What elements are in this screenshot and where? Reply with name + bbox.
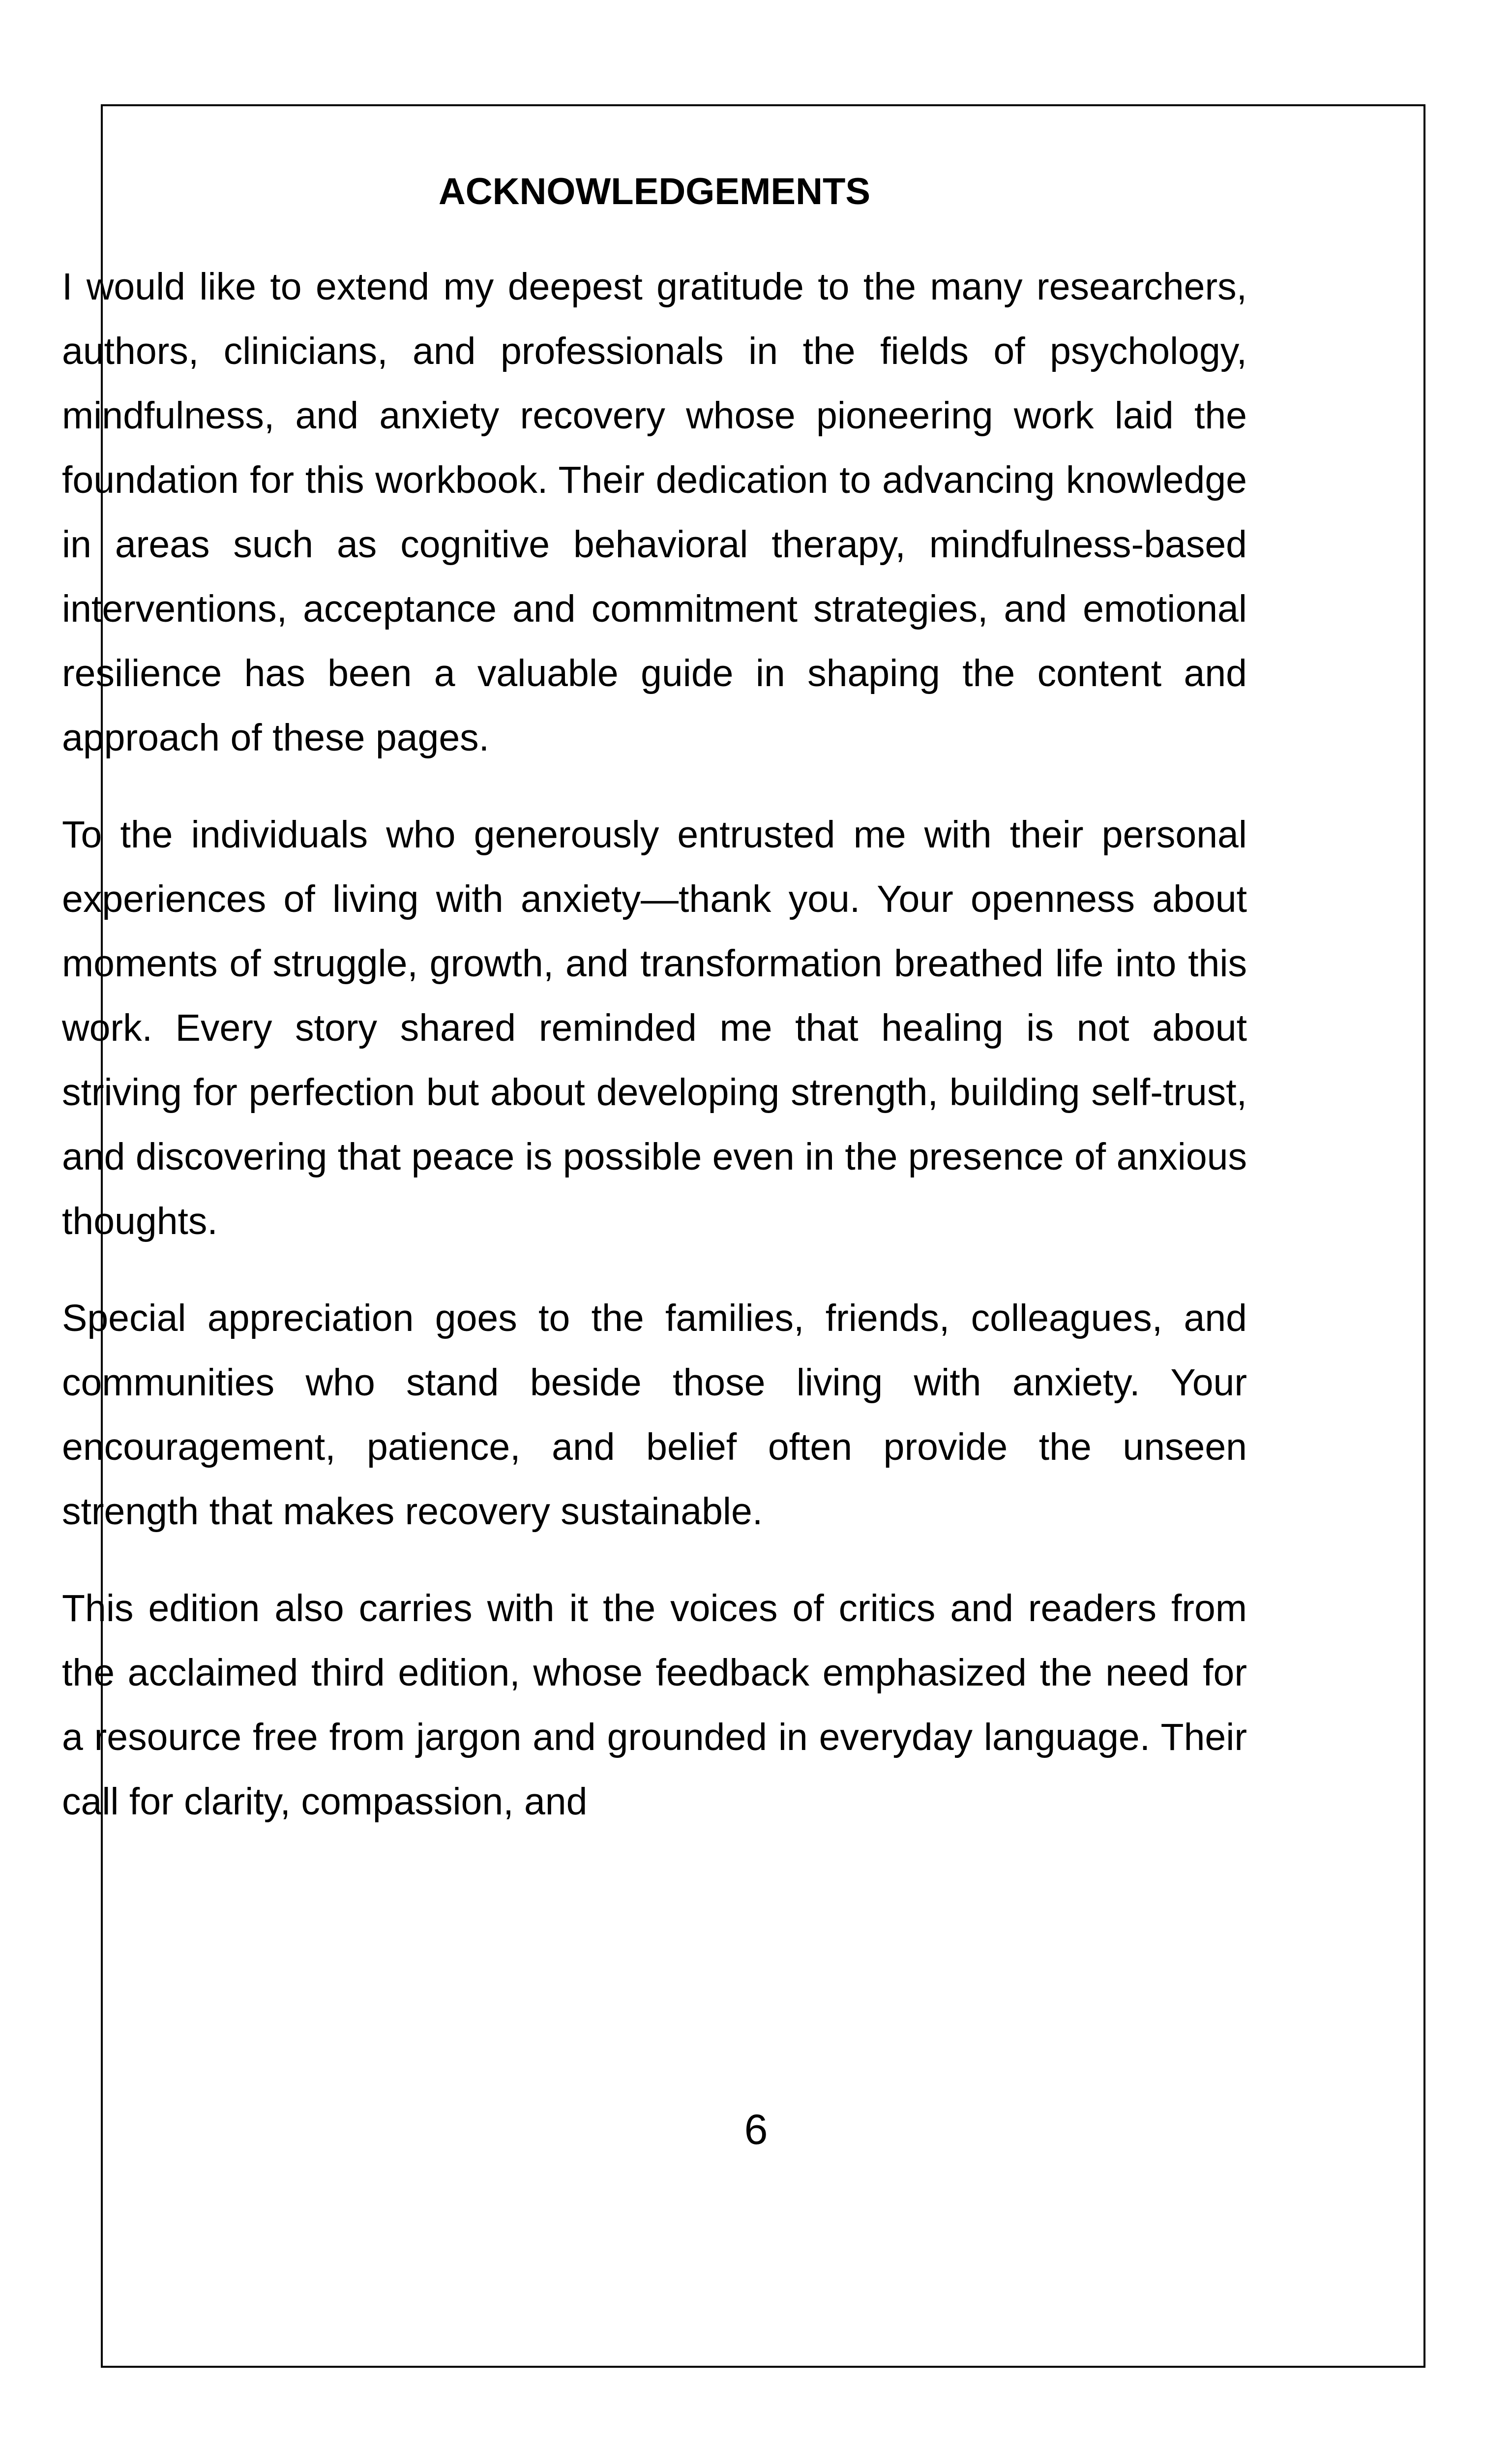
- paragraph-individuals: To the individuals who generously entrusted me with their personal experiences of living with anxiety—thank you. Your openness about moments of struggle, growth, and transformation breathed life into this work. Every story shared reminded me that healing is not about striving for perfection but about developing strength, building self-trust, and discovering that peace is possible even in the presence of anxious thoughts.: [62, 814, 1247, 1242]
- page-title: ACKNOWLEDGEMENTS: [438, 171, 871, 212]
- paragraph-families: Special appreciation goes to the families, friends, colleagues, and communities who stand beside those living with anxiety. Your encouragement, patience, and belief often provide the unseen strength that makes recovery sustainable.: [62, 1297, 1247, 1533]
- page-content: [62, 167, 1247, 1938]
- paragraph-edition: This edition also carries with it the voices of critics and readers from the acclaimed third edition, whose feedback emphasized the need for a resource free from jargon and grounded in everyday language. Their call for clarity, compassion, and: [62, 1587, 1247, 1823]
- page-number: 6: [744, 2106, 768, 2153]
- paragraph-gratitude-researchers: I would like to extend my deepest gratitude to the many researchers, authors, clinicians, and professionals in the fields of psychology, mindfulness, and anxiety recovery whose pioneering work laid the foundation for this workbook. Their dedication to advancing knowledge in areas such as cognitive behavioral therapy, mindfulness-based interventions, acceptance and commitment strategies, and emotional resilience has been a valuable guide in shaping the content and approach of these pages.: [62, 266, 1247, 759]
